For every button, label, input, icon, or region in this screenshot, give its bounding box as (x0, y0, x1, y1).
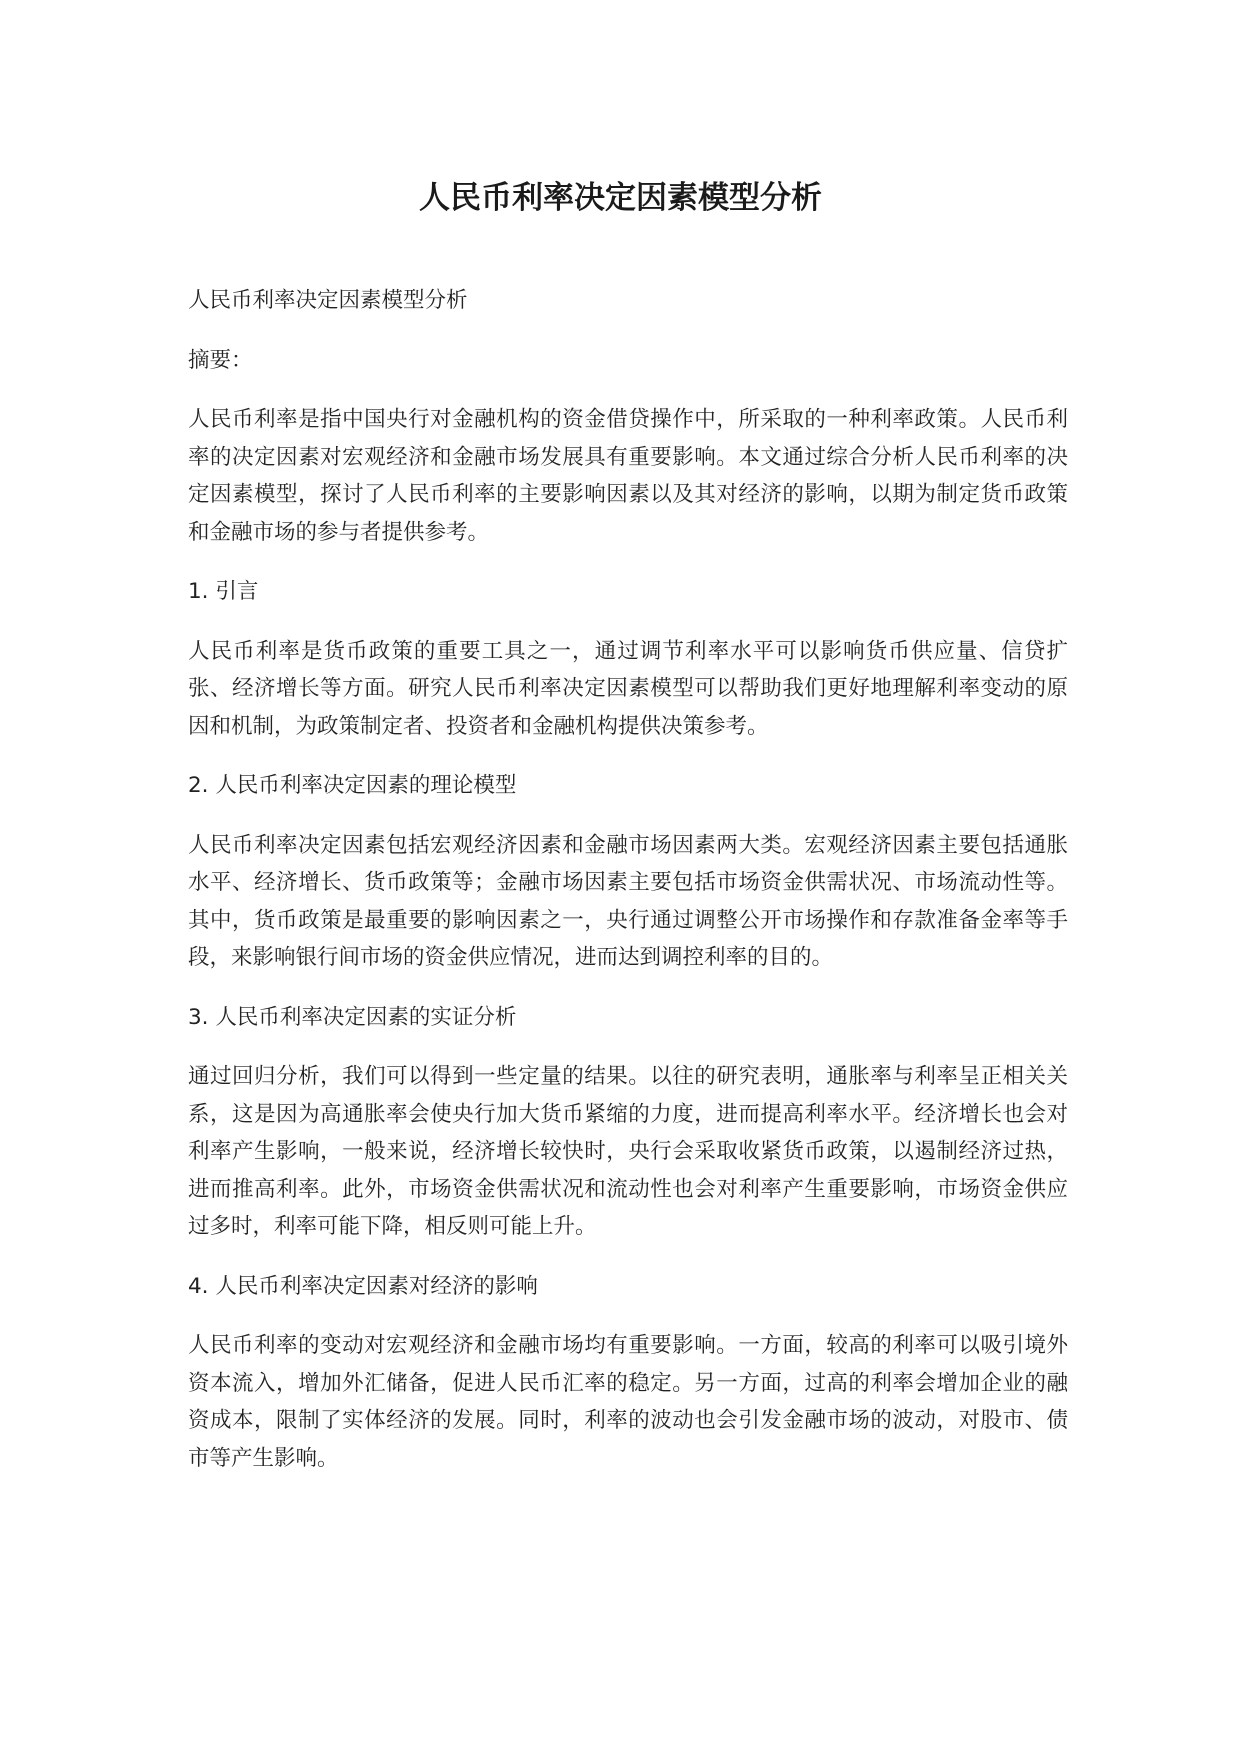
section-heading-intro: 1. 引言 (188, 579, 259, 604)
section-heading-empirical: 3. 人民币利率决定因素的实证分析 (188, 1004, 517, 1030)
abstract-label: 摘要： (188, 347, 253, 373)
section-paragraph-theory: 人民币利率决定因素包括宏观经济因素和金融市场因素两大类。宏观经济因素主要包括通胀水平、经济增长、货币政策等；金融市场因素主要包括市场资金供需状况、市场流动性等。其中，货币政策是最重要的影响因素之一，央行通过调整公开市场操作和存款准备金率等手段，来影响银行间市场的资金供应情况，进而达到调控利率的目的。 (188, 832, 1068, 970)
document-subtitle: 人民币利率决定因素模型分析 (188, 288, 468, 313)
section-heading-impact: 4. 人民币利率决定因素对经济的影响 (188, 1273, 538, 1299)
section-heading-theory: 2. 人民币利率决定因素的理论模型 (188, 773, 517, 798)
document-title: 人民币利率决定因素模型分析 (419, 180, 822, 216)
section-paragraph-impact: 人民币利率的变动对宏观经济和金融市场均有重要影响。一方面，较高的利率可以吸引境外资本流入，增加外汇储备，促进人民币汇率的稳定。另一方面，过高的利率会增加企业的融资成本，限制了实体经济的发展。同时，利率的波动也会引发金融市场的波动，对股市、债市等产生影响。 (188, 1333, 1068, 1471)
document-body (188, 282, 1068, 1477)
section-paragraph-empirical: 通过回归分析，我们可以得到一些定量的结果。以往的研究表明，通胀率与利率呈正相关关系，这是因为高通胀率会使央行加大货币紧缩的力度，进而提高利率水平。经济增长也会对利率产生影响，一般来说，经济增长较快时，央行会采取收紧货币政策，以遏制经济过热，进而推高利率。此外，市场资金供需状况和流动性也会对利率产生重要影响，市场资金供应过多时，利率可能下降，相反则可能上升。 (188, 1064, 1068, 1239)
abstract-paragraph: 人民币利率是指中国央行对金融机构的资金借贷操作中，所采取的一种利率政策。人民币利率的决定因素对宏观经济和金融市场发展具有重要影响。本文通过综合分析人民币利率的决定因素模型，探讨了人民币利率的主要影响因素以及其对经济的影响，以期为制定货币政策和金融市场的参与者提供参考。 (188, 407, 1068, 545)
section-paragraph-intro: 人民币利率是货币政策的重要工具之一，通过调节利率水平可以影响货币供应量、信贷扩张、经济增长等方面。研究人民币利率决定因素模型可以帮助我们更好地理解利率变动的原因和机制，为政策制定者、投资者和金融机构提供决策参考。 (188, 638, 1068, 739)
